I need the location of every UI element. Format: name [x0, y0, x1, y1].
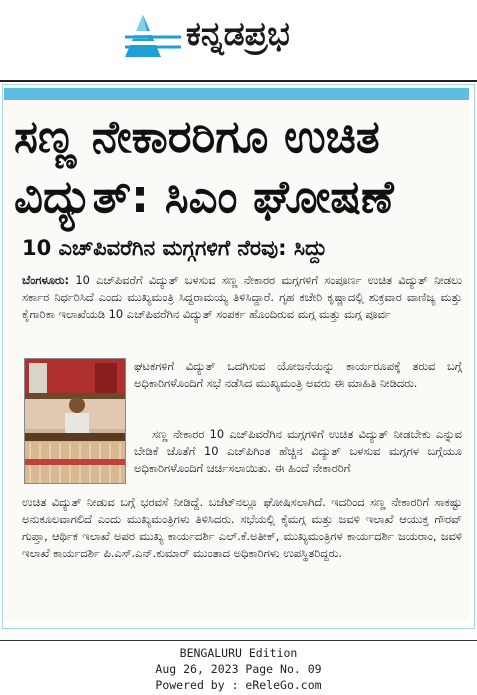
article-photo: [24, 358, 126, 484]
masthead: [0, 0, 477, 80]
article-paragraph-2: ಘಟಕಗಳಿಗೆ ವಿದ್ಯುತ್ ಒದಗಿಸುವ ಯೋಜನೆಯನ್ನು ಕಾರ್ಯರೂಪಕ್ಕೆ ತರುವ ಬಗ್ಗೆ ಅಧಿಕಾರಿಗಳೊಂದಿಗೆ ಸಭೆ ನಡೆಸಿದ ಮುಖ್ಯಮಂತ್ರಿ ಅವರು ಈ ಮಾಹಿತಿ ನೀಡಿದರು.: [134, 359, 462, 390]
date-page-label: Aug 26, 2023 Page No. 09: [155, 662, 322, 676]
article-paragraph-4: ಉಚಿತ ವಿದ್ಯುತ್ ನೀಡುವ ಬಗ್ಗೆ ಭರವಸೆ ನೀಡಿದ್ದೆ. ಬಜೆಟ್‌ನಲ್ಲೂ ಘೋಷಿಸಲಾಗಿದೆ. ಇದರಿಂದ ಸಣ್ಣ ನೇಕಾರರಿಗೆ ಸಾಕಷ್ಟು ಅನುಕೂಲವಾಗಲಿದೆ ಎಂದು ಮುಖ್ಯಮಂತ್ರಿಗಳು ತಿಳಿಸಿದರು. ಸಭೆಯಲ್ಲಿ ಕೈಮಗ್ಗ ಮತ್ತು ಜವಳಿ ಇಲಾಖೆ ಆಯುಕ್ತ ಗೌರವ್ ಗುಪ್ತಾ, ಆರ್ಥಿಕ ಇಲಾಖೆ ಅಪರ ಮುಖ್ಯ ಕಾರ್ಯದರ್ಶಿ ಎಲ್.ಕೆ.ಅತೀಕ್, ಮುಖ್ಯಮಂತ್ರಿಗಳ ಕಾರ್ಯದರ್ಶಿ ಜಯರಾಂ, ಜವಳಿ ಇಲಾಖೆ ಕಾರ್ಯದರ್ಶಿ ಪಿ.ಎಸ್.ಎನ್.ಕುಮಾರ್ ಮುಂತಾದ ಅಧಿಕಾರಿಗಳು ಉಪಸ್ಥಿತರಿದ್ದರು.: [22, 495, 462, 560]
masthead-divider: [0, 80, 477, 82]
headline-line-1: ಸಣ್ಣ ನೇಕಾರರಿಗೂ ಉಚಿತ: [14, 110, 380, 163]
article-paragraph-3: ಸಣ್ಣ ನೇಕಾರರ 10 ಎಚ್‌ಪಿವರೆಗಿನ ಮಗ್ಗಗಳಿಗೆ ಉಚಿತ ವಿದ್ಯುತ್ ನೀಡಬೇಕು ಎನ್ನುವ ಬೇಡಿಕೆ ಜೊತೆಗೆ 10 ಎಚ್‌ಪಿಗಿಂತ ಹೆಚ್ಚಿನ ವಿದ್ಯುತ್ ಬಳಸುವ ಮಗ್ಗಗಳ ಬಗ್ಗೆಯೂ ಅಧಿಕಾರಿಗಳೊಂದಿಗೆ ಚರ್ಚಿಸಲಾಯಿತು. ಈ ಹಿಂದೆ ನೇಕಾರರಿಗೆ: [134, 427, 462, 475]
powered-by-label: Powered by : eReleGo.com: [155, 678, 322, 692]
footer-divider: [0, 640, 477, 641]
triangle-logo-icon: [125, 13, 181, 59]
edition-label: BENGALURU Edition: [179, 646, 298, 660]
subheadline: 10 ಎಚ್‌ಪಿವರೆಗಿನ ಮಗ್ಗಗಳಿಗೆ ನೆರವು: ಸಿದ್ದು: [22, 236, 328, 260]
headline-line-2: ವಿದ್ಯುತ್: ಸಿಎಂ ಘೋಷಣೆ: [14, 170, 394, 223]
dateline: ಬೆಂಗಳೂರು:: [22, 273, 70, 287]
paragraph-1-text: 10 ಎಚ್‌ಪಿವರೆಗೆ ವಿದ್ಯುತ್ ಬಳಸುವ ಸಣ್ಣ ನೇಕಾರರ ಮಗ್ಗಗಳಿಗೆ ಸಂಪೂರ್ಣ ಉಚಿತ ವಿದ್ಯುತ್ ನೀಡಲು ಸರ್ಕಾರ ನಿರ್ಧರಿಸಿದೆ ಎಂದು ಮುಖ್ಯಮಂತ್ರಿ ಸಿದ್ದರಾಮಯ್ಯ ತಿಳಿಸಿದ್ದಾರೆ. ಗೃಹ ಕಚೇರಿ ಕೃಷ್ಣಾದಲ್ಲಿ ಶುಕ್ರವಾರ ವಾಣಿಜ್ಯ ಮತ್ತು ಕೈಗಾರಿಕಾ ಇಲಾಖೆಯಡಿ 10 ಎಚ್‌ಪಿವರೆಗಿನ ವಿದ್ಯುತ್ ಸಂಪರ್ಕ ಹೊಂದಿರುವ ಮಗ್ಗ ಮತ್ತು ಮಗ್ಗ ಪೂರ್ವ: [22, 273, 462, 321]
newspaper-logo-text: ಕನ್ನಡಪ್ರಭ: [186, 14, 290, 53]
clipping-header-bar: [4, 88, 469, 100]
article-paragraph-1: [22, 272, 462, 323]
